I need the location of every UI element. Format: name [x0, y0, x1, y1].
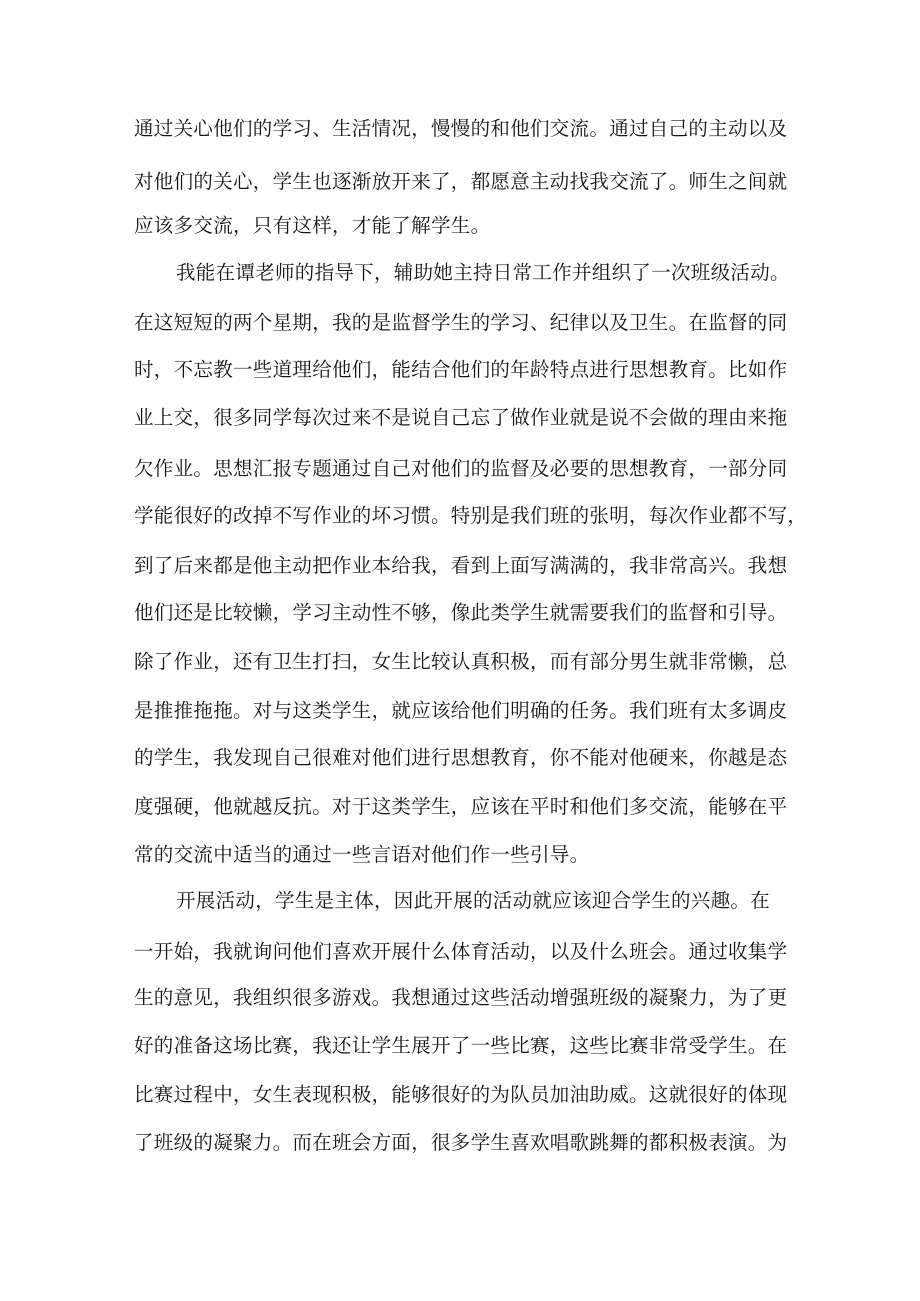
text-line: 到了后来都是他主动把作业本给我，看到上面写满满的，我非常高兴。我想 [134, 554, 788, 577]
text-line: 我能在谭老师的指导下，辅助她主持日常工作并组织了一次班级活动。 [176, 261, 790, 284]
text-line: 常的交流中适当的通过一些言语对他们作一些引导。 [134, 843, 590, 866]
text-line: 学能很好的改掉不写作业的坏习惯。特别是我们班的张明，每次作业都不写， [134, 504, 808, 527]
text-line: 是推推拖拖。对与这类学生，就应该给他们明确的任务。我们班有太多调皮 [134, 699, 788, 722]
text-line: 时，不忘教一些道理给他们，能结合他们的年龄特点进行思想教育。比如作 [134, 358, 788, 381]
text-line: 业上交，很多同学每次过来不是说自己忘了做作业就是说不会做的理由来拖 [134, 406, 788, 429]
text-line: 对他们的关心，学生也逐渐放开来了，都愿意主动找我交流了。师生之间就 [134, 170, 788, 193]
text-line: 生的意见，我组织很多游戏。我想通过这些活动增强班级的凝聚力，为了更 [134, 986, 788, 1009]
text-line: 通过关心他们的学习、生活情况，慢慢的和他们交流。通过自己的主动以及 [134, 117, 788, 140]
text-line: 好的准备这场比赛，我还让学生展开了一些比赛，这些比赛非常受学生。在 [134, 1034, 788, 1057]
text-line: 除了作业，还有卫生打扫，女生比较认真积极，而有部分男生就非常懒，总 [134, 650, 788, 673]
text-line: 度强硬，他就越反抗。对于这类学生，应该在平时和他们多交流，能够在平 [134, 795, 788, 818]
text-line: 了班级的凝聚力。而在班会方面，很多学生喜欢唱歌跳舞的都积极表演。为 [134, 1131, 788, 1154]
text-line: 应该多交流，只有这样，才能了解学生。 [134, 214, 491, 237]
text-line: 比赛过程中，女生表现积极，能够很好的为队员加油助威。这就很好的体现 [134, 1083, 788, 1106]
text-line: 的学生，我发现自己很难对他们进行思想教育，你不能对他硬来，你越是态 [134, 746, 788, 769]
text-line: 他们还是比较懒，学习主动性不够，像此类学生就需要我们的监督和引导。 [134, 601, 788, 624]
text-line: 欠作业。思想汇报专题通过自己对他们的监督及必要的思想教育，一部分同 [134, 457, 788, 480]
text-line: 在这短短的两个星期，我的是监督学生的学习、纪律以及卫生。在监督的同 [134, 311, 788, 334]
text-line: 开展活动，学生是主体，因此开展的活动就应该迎合学生的兴趣。在 [176, 889, 771, 912]
text-line: 一开始，我就询问他们喜欢开展什么体育活动，以及什么班会。通过收集学 [134, 940, 788, 963]
